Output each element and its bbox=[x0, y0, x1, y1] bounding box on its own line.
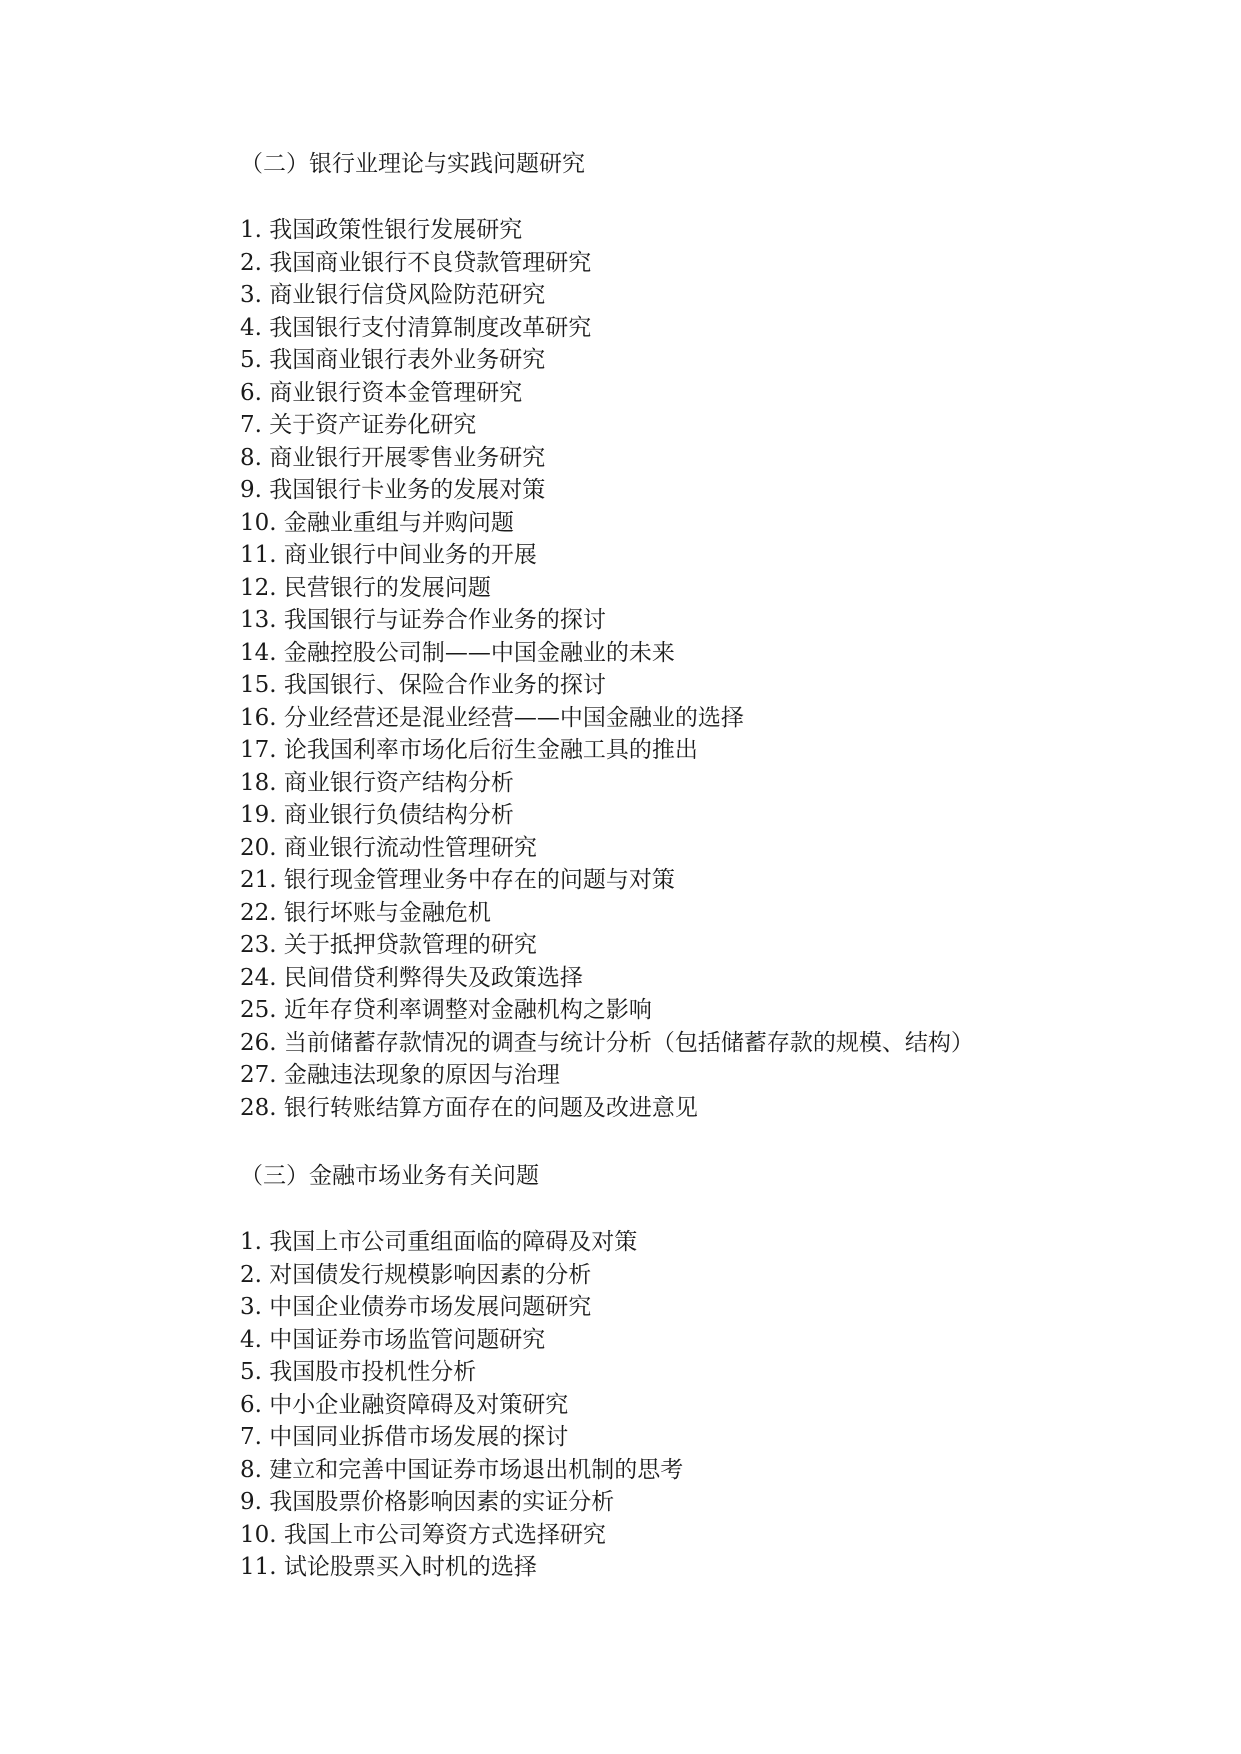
list-item: 22. 银行坏账与金融危机 bbox=[240, 899, 491, 926]
list-item: 4. 我国银行支付清算制度改革研究 bbox=[240, 314, 592, 341]
list-item: 5. 我国股市投机性分析 bbox=[240, 1359, 477, 1385]
list-item: 2. 对国债发行规模影响因素的分析 bbox=[240, 1261, 592, 1288]
list-item: 16. 分业经营还是混业经营——中国金融业的选择 bbox=[240, 704, 744, 731]
list-item: 6. 商业银行资本金管理研究 bbox=[240, 379, 523, 406]
list-item: 3. 中国企业债券市场发展问题研究 bbox=[240, 1294, 592, 1320]
list-item: 10. 我国上市公司筹资方式选择研究 bbox=[240, 1521, 606, 1548]
list-item: 11. 试论股票买入时机的选择 bbox=[240, 1554, 537, 1580]
list-item: 6. 中小企业融资障碍及对策研究 bbox=[240, 1391, 569, 1418]
list-item: 9. 我国股票价格影响因素的实证分析 bbox=[240, 1489, 615, 1515]
list-item: 4. 中国证券市场监管问题研究 bbox=[240, 1326, 546, 1353]
list-item: 1. 我国上市公司重组面临的障碍及对策 bbox=[240, 1229, 638, 1255]
list-item: 13. 我国银行与证券合作业务的探讨 bbox=[240, 607, 606, 633]
list-item: 7. 中国同业拆借市场发展的探讨 bbox=[240, 1424, 569, 1450]
list-item: 26. 当前储蓄存款情况的调查与统计分析（包括储蓄存款的规模、结构） bbox=[240, 1029, 974, 1056]
list-item: 12. 民营银行的发展问题 bbox=[240, 574, 491, 601]
list-item: 3. 商业银行信贷风险防范研究 bbox=[240, 282, 546, 308]
list-item: 5. 我国商业银行表外业务研究 bbox=[240, 347, 546, 373]
topic-list-financial-markets bbox=[240, 1226, 1140, 1584]
list-item: 7. 关于资产证券化研究 bbox=[240, 412, 477, 438]
spacer bbox=[240, 1192, 1140, 1226]
list-item: 14. 金融控股公司制——中国金融业的未来 bbox=[240, 639, 675, 666]
list-item: 25. 近年存贷利率调整对金融机构之影响 bbox=[240, 997, 652, 1023]
list-item: 21. 银行现金管理业务中存在的问题与对策 bbox=[240, 867, 675, 893]
list-item: 17. 论我国利率市场化后衍生金融工具的推出 bbox=[240, 737, 698, 763]
list-item: 2. 我国商业银行不良贷款管理研究 bbox=[240, 249, 592, 276]
list-item: 27. 金融违法现象的原因与治理 bbox=[240, 1062, 560, 1088]
list-item: 11. 商业银行中间业务的开展 bbox=[240, 542, 537, 568]
topic-list-banking bbox=[240, 214, 1140, 1124]
list-item: 9. 我国银行卡业务的发展对策 bbox=[240, 477, 546, 503]
spacer bbox=[240, 180, 1140, 214]
list-item: 28. 银行转账结算方面存在的问题及改进意见 bbox=[240, 1094, 698, 1121]
list-item: 24. 民间借贷利弊得失及政策选择 bbox=[240, 964, 583, 991]
section-heading-financial-markets: （三）金融市场业务有关问题 bbox=[240, 1163, 539, 1189]
list-item: 8. 建立和完善中国证券市场退出机制的思考 bbox=[240, 1456, 684, 1483]
document-page bbox=[240, 148, 1140, 1584]
list-item: 15. 我国银行、保险合作业务的探讨 bbox=[240, 672, 606, 698]
list-item: 10. 金融业重组与并购问题 bbox=[240, 509, 514, 536]
spacer bbox=[240, 1124, 1140, 1160]
list-item: 18. 商业银行资产结构分析 bbox=[240, 769, 514, 796]
list-item: 20. 商业银行流动性管理研究 bbox=[240, 834, 537, 861]
list-item: 8. 商业银行开展零售业务研究 bbox=[240, 444, 546, 471]
list-item: 1. 我国政策性银行发展研究 bbox=[240, 217, 523, 243]
list-item: 23. 关于抵押贷款管理的研究 bbox=[240, 932, 537, 958]
section-heading-banking: （二）银行业理论与实践问题研究 bbox=[240, 151, 585, 177]
list-item: 19. 商业银行负债结构分析 bbox=[240, 802, 514, 828]
